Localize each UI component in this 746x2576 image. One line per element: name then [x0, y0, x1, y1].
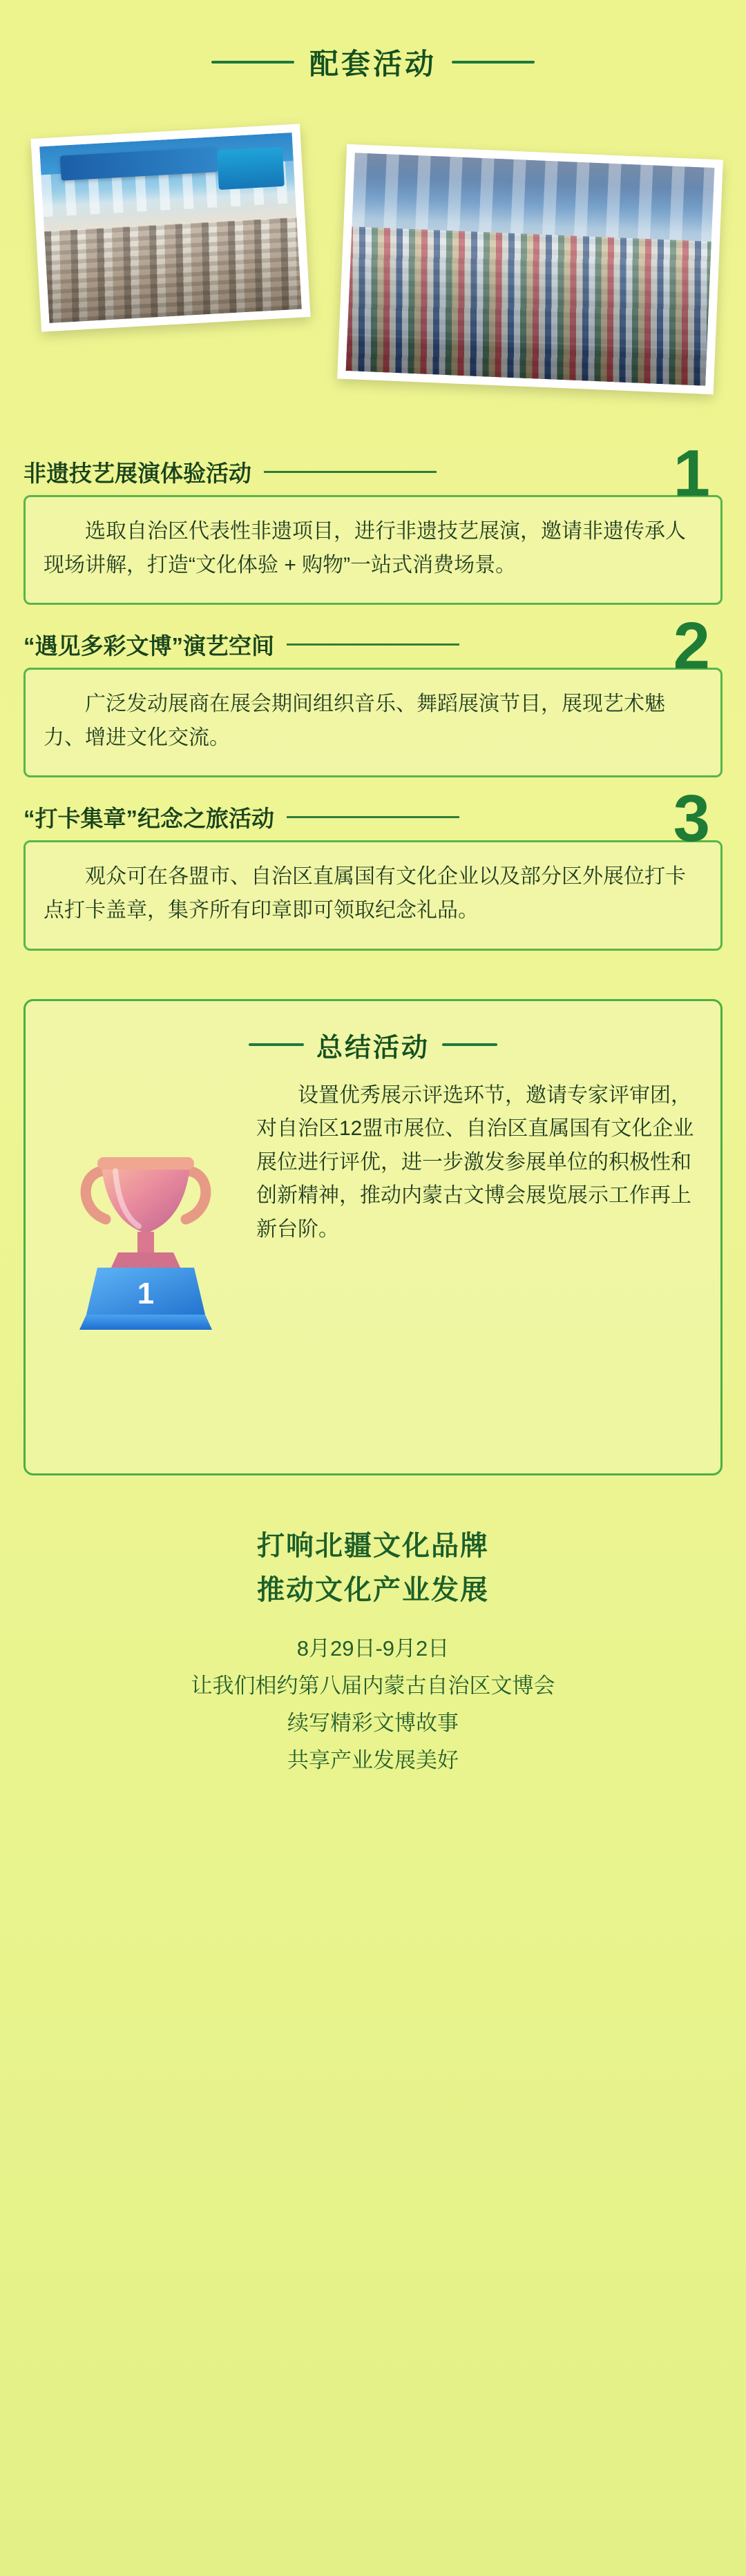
exhibition-floor [346, 336, 707, 385]
photo-nonheritage-demo-image [39, 133, 302, 323]
trophy-icon [49, 1105, 242, 1333]
summary-header [49, 1026, 697, 1064]
activity-number-3: 3 [673, 782, 710, 856]
summary-section [23, 999, 723, 1475]
activity-header-3 [23, 801, 723, 833]
footer-line-2: 续写精彩文博故事 [287, 1711, 459, 1736]
crowd-scene-illustration [346, 153, 715, 386]
summary-text: 设置优秀展示评选环节，邀请专家评审团，对自治区12盟市展位、自治区直属国有文化企业展位进行评优，进一步激发参展单位的积极性和创新精神，推动内蒙古文博会展览展示工作再上新台阶。 [256, 1083, 694, 1241]
section-title: 配套活动 [309, 48, 437, 80]
photo-crowd-hall-image [346, 153, 715, 386]
summary-rule-left [249, 1043, 304, 1046]
activity-rule-2 [287, 643, 459, 646]
photo-nonheritage-demo [30, 124, 310, 331]
photo-collage [0, 110, 746, 435]
activity-rule-1 [264, 471, 437, 473]
footer-date: 8月29日-9月2日 [296, 1636, 450, 1660]
expo-banner-secondary [217, 147, 285, 190]
activity-item-2 [23, 609, 723, 777]
activity-title-1: 非遗技艺展演体验活动 [23, 461, 251, 486]
header-rule-right [452, 61, 535, 64]
summary-title: 总结活动 [316, 1033, 430, 1063]
footer-section [0, 1475, 746, 1842]
activity-item-3 [23, 782, 723, 950]
header-rule-left [211, 61, 294, 64]
activity-body-3: 观众可在各盟市、自治区直属国有文化企业以及部分区外展位打卡点打卡盖章，集齐所有印章即可领取纪念礼品。 [23, 840, 723, 950]
footer-slogan-line-2: 推动文化产业发展 [257, 1574, 489, 1605]
activity-list [0, 436, 746, 951]
activity-number-1: 1 [673, 436, 710, 510]
activity-header-1 [23, 456, 723, 488]
section-header [0, 0, 746, 110]
footer-line-1: 让我们相约第八届内蒙古自治区文博会 [191, 1673, 555, 1698]
expo-scene-illustration [39, 133, 302, 323]
footer-line-3: 共享产业发展美好 [287, 1748, 459, 1773]
photo-crowd-hall [337, 144, 723, 395]
trophy-rank-label: 1 [137, 1276, 155, 1310]
activity-title-2: “遇见多彩文博”演艺空间 [23, 633, 274, 659]
activity-title-3: “打卡集章”纪念之旅活动 [23, 806, 274, 832]
activity-body-1: 选取自治区代表性非遗项目，进行非遗技艺展演，邀请非遗传承人现场讲解，打造“文化体验 + 购物”一站式消费场景。 [23, 495, 723, 605]
footer-slogan-line-1: 打响北疆文化品牌 [257, 1530, 489, 1561]
activity-rule-3 [287, 816, 459, 818]
trophy-illustration [49, 1105, 242, 1333]
activity-number-2: 2 [673, 609, 710, 684]
activity-body-2: 广泛发动展商在展会期间组织音乐、舞蹈展演节目，展现艺术魅力、增进文化交流。 [23, 668, 723, 777]
expo-banner-primary [60, 147, 218, 180]
activity-header-2 [23, 628, 723, 661]
summary-rule-right [442, 1043, 497, 1046]
activity-item-1 [23, 436, 723, 605]
